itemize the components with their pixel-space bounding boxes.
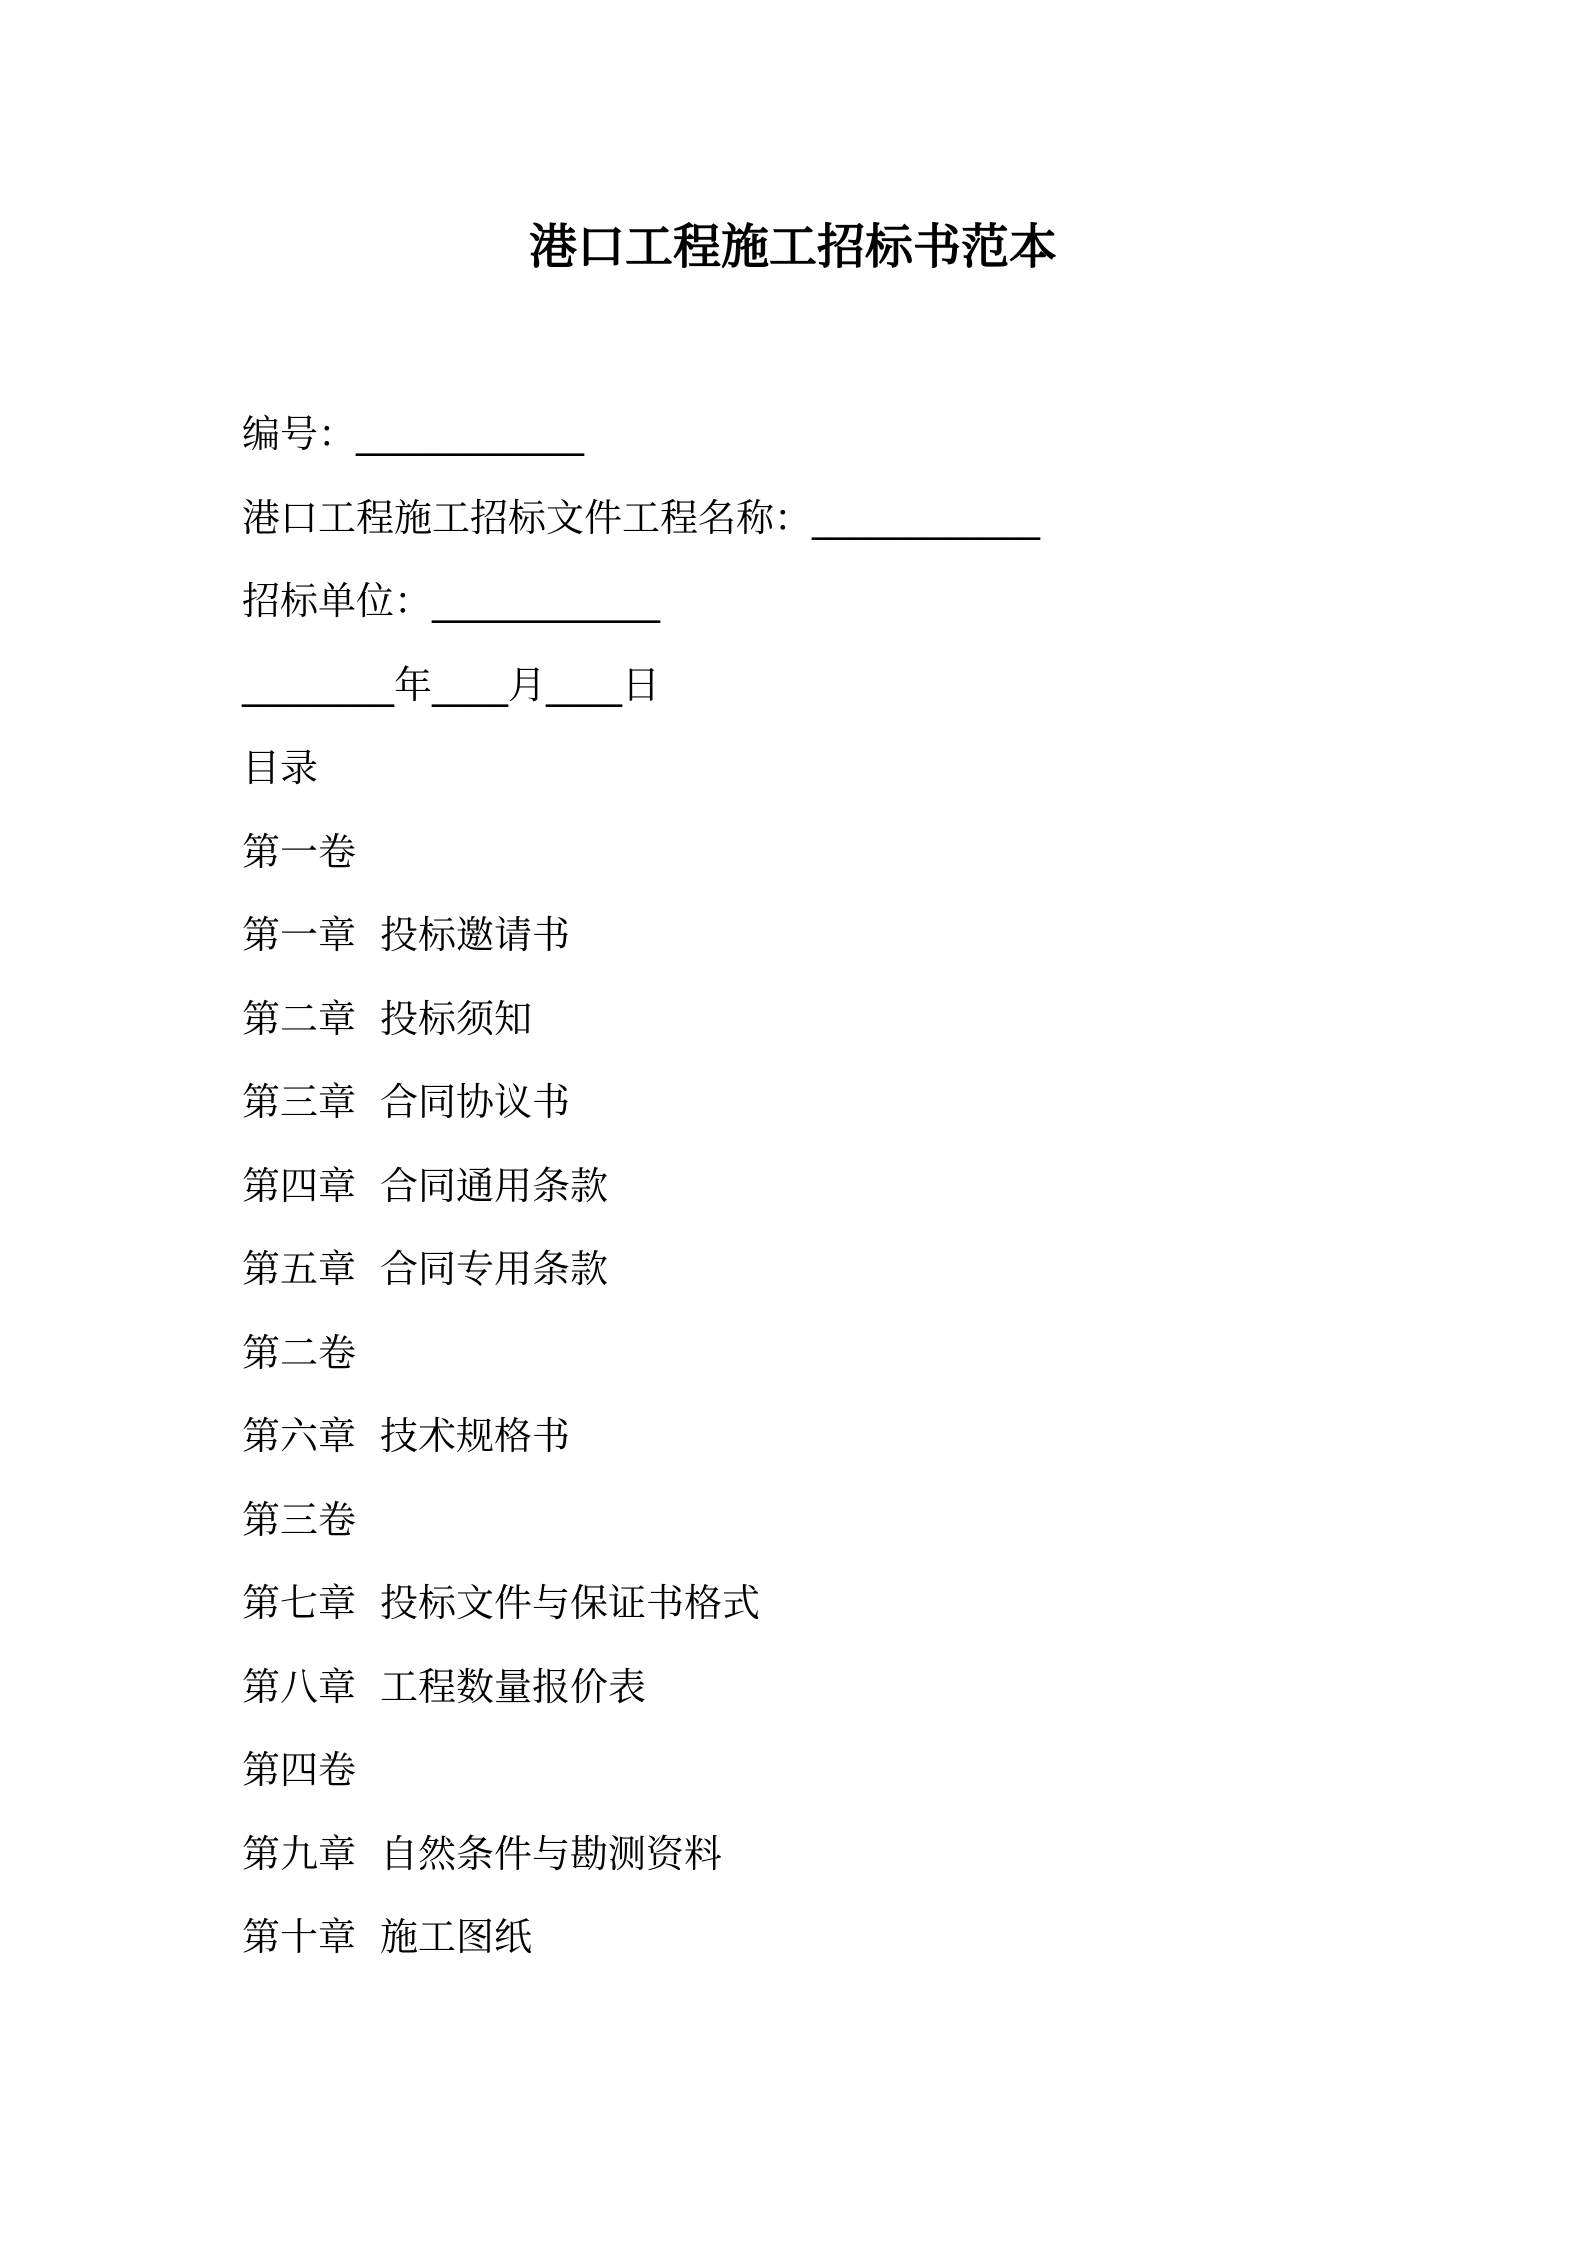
toc-chapter-number: 第八章 (242, 1664, 357, 1709)
toc-chapter-title: 技术规格书 (380, 1414, 571, 1458)
field-tender-unit (242, 564, 1442, 648)
field-tender-unit-blank: ____________ (432, 579, 661, 623)
field-number (242, 397, 1442, 481)
toc-chapter-title: 合同协议书 (380, 1080, 571, 1124)
field-project-name-label: 港口工程施工招标文件工程名称： (242, 495, 813, 540)
toc-chapter-title: 投标须知 (380, 996, 533, 1041)
toc-chapter (242, 1149, 1442, 1233)
toc-chapter (242, 1399, 1442, 1483)
date-year-blank: ________ (242, 662, 394, 707)
toc-volume-label: 第一卷 (242, 829, 357, 874)
toc-chapter-number: 第二章 (242, 996, 357, 1041)
toc-chapter-number: 第三章 (242, 1080, 357, 1124)
toc-volume (242, 1733, 1442, 1817)
date-month-label: 月 (508, 662, 547, 707)
toc-volume (242, 1316, 1442, 1400)
toc-chapter-number: 第六章 (242, 1414, 357, 1458)
toc-chapter (242, 982, 1442, 1066)
date-day-label: 日 (622, 662, 661, 707)
field-project-name-blank: ____________ (812, 495, 1041, 540)
toc-volume-label: 第四卷 (242, 1748, 357, 1792)
field-number-label: 编号： (242, 412, 357, 456)
toc-heading: 目录 (242, 746, 319, 790)
toc-volume (242, 815, 1442, 899)
field-project-name (242, 481, 1442, 565)
document-body (242, 397, 1442, 1984)
toc-chapter-title: 施工图纸 (380, 1915, 533, 1959)
date-month-blank: ____ (432, 662, 509, 707)
toc-chapter-number: 第一章 (242, 913, 357, 957)
toc-chapter (242, 1232, 1442, 1316)
toc-chapter-title: 合同专用条款 (380, 1247, 609, 1291)
date-line (242, 648, 1442, 732)
date-year-label: 年 (394, 662, 433, 707)
toc-chapter-number: 第四章 (242, 1163, 357, 1208)
toc-chapter-title: 合同通用条款 (380, 1163, 609, 1208)
toc-chapter (242, 898, 1442, 982)
date-day-blank: ____ (546, 662, 623, 707)
toc-volume-label: 第二卷 (242, 1330, 357, 1375)
field-tender-unit-label: 招标单位： (242, 579, 433, 623)
toc-chapter-title: 投标文件与保证书格式 (380, 1581, 761, 1625)
toc-chapter-number: 第九章 (242, 1831, 357, 1876)
toc-chapter-title: 投标邀请书 (380, 913, 571, 957)
toc-chapter (242, 1566, 1442, 1650)
toc-chapter (242, 1065, 1442, 1149)
toc-chapter-title: 自然条件与勘测资料 (380, 1831, 723, 1876)
toc-chapter (242, 1817, 1442, 1901)
document-title: 港口工程施工招标书范本 (528, 219, 1057, 275)
toc-volume-label: 第三卷 (242, 1497, 357, 1542)
field-number-blank: ____________ (356, 412, 585, 456)
toc-chapter (242, 1650, 1442, 1734)
toc-chapter (242, 1900, 1442, 1984)
toc-volume (242, 1483, 1442, 1567)
toc-chapter-number: 第五章 (242, 1247, 357, 1291)
toc-chapter-number: 第十章 (242, 1915, 357, 1959)
toc-chapter-number: 第七章 (242, 1581, 357, 1625)
toc-chapter-title: 工程数量报价表 (380, 1664, 647, 1709)
